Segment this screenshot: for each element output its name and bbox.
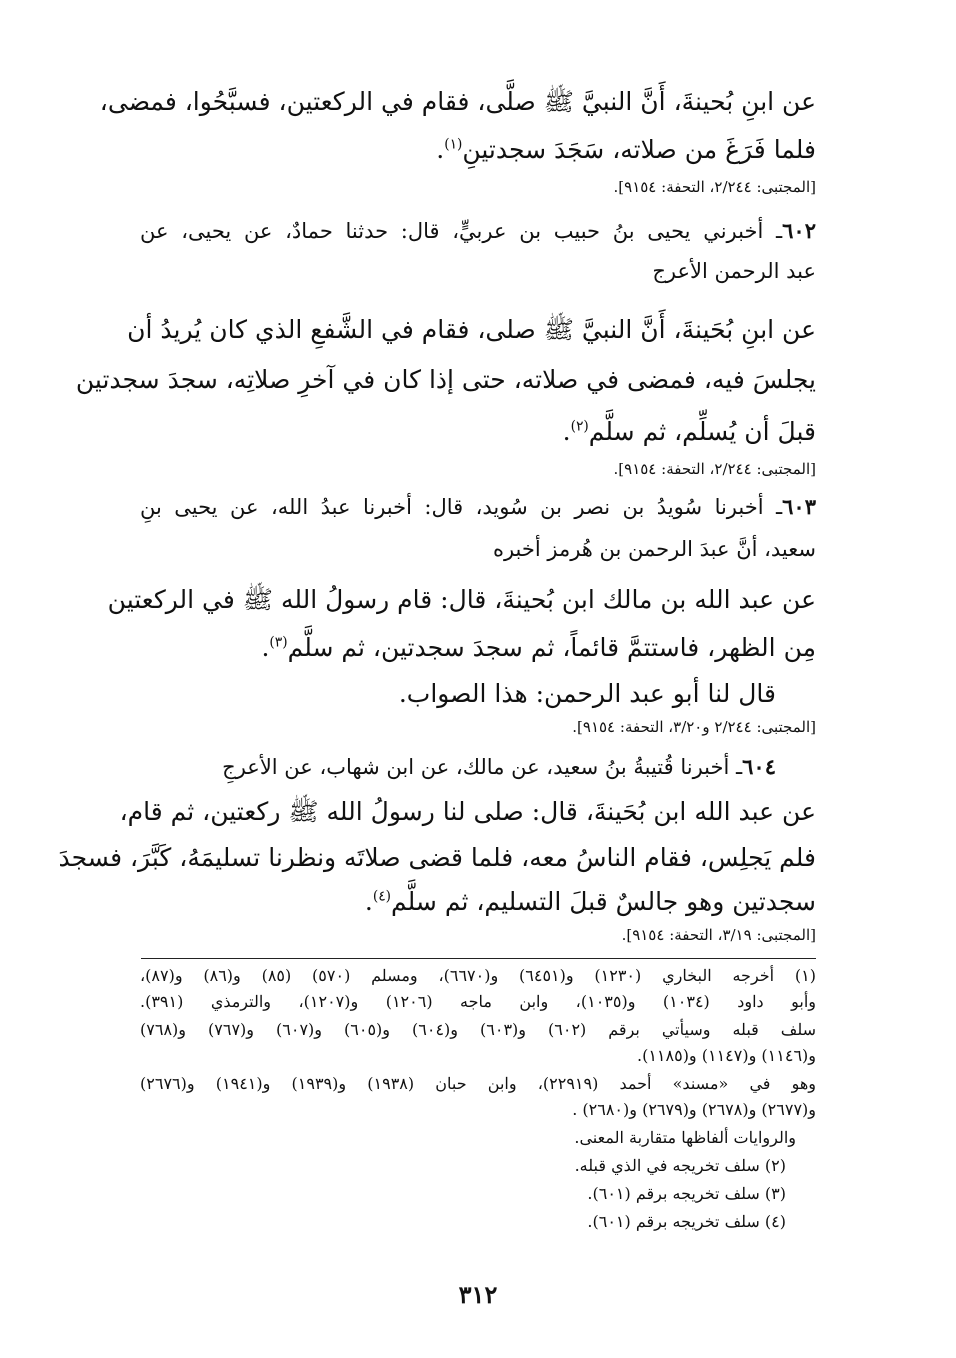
hadith-603-line-3: قال لنا أبو عبد الرحمن: هذا الصواب. [398, 679, 776, 708]
hadith-602-line-3 [140, 412, 816, 452]
hadith-602-reference: [المجتبى: ٢/٢٤٤، التحفة: ٩١٥٤]. [613, 460, 816, 478]
page-number: ٣١٢ [458, 1280, 498, 1309]
hadith-604-line-3-text: سجدتين وهو جالسٌ قبلَ التسليم، ثم سلَّم [391, 887, 816, 916]
footnote-marker-1[interactable]: (١) [444, 136, 463, 153]
hadith-603-line-2-end: . [261, 633, 270, 662]
hadith-602-line-1: عن ابنِ بُحَينةَ، أَنَّ النبيَّ ﷺ صلى، فقام في الشَّفعِ الذي كان يُريدُ أن [127, 315, 816, 344]
hadith-603-isnad-line-1 [140, 490, 816, 524]
hadith-602-line-2: يجلسَ فيه، فمضى في صلاته، حتى إذا كان في آخرِ صلاتِه، سجدَ سجدتين [75, 365, 816, 394]
hadith-604-line-2: فلم يَجلِس، فقام الناسُ معه، فلما قضى صلاتَه ونظرنا تسليمَهُ، كَبَّرَ، فسجدَ [58, 843, 816, 872]
hadith-602-line-3-end: . [562, 417, 571, 446]
footnote-1-line-2: وأبو داود (١٠٣٤) و(١٠٣٥)، وابن ماجه (١٢٠٦) و(١٢٠٧)، والترمذي (٣٩١). [140, 992, 817, 1011]
hadith-601-line-2 [140, 130, 816, 170]
hadith-603-line-1: عن عبد الله بن مالك ابن بُحينةَ، قال: قام رسولُ الله ﷺ في الركعتين [107, 585, 816, 614]
hadith-603-line-2 [140, 628, 816, 668]
hadith-604-isnad-1-text: ـ أخبرنا قُتيبةُ بنُ سعيد، عن مالك، عن ابن شهاب، عن الأعرجِ [222, 755, 743, 779]
hadith-603-reference: [المجتبى: ٢/٢٤٤ و٣/٢٠، التحفة: ٩١٥٤]. [572, 718, 816, 736]
hadith-604-line-3 [140, 882, 816, 922]
hadith-604-line-3-end: . [364, 887, 373, 916]
hadith-602-line-3-text: قبلَ أن يُسلِّم، ثم سلَّم [588, 417, 816, 446]
footnote-marker-2[interactable]: (٢) [570, 418, 589, 435]
footnote-3: (٣) سلف تخريجه برقم (٦٠١). [587, 1184, 786, 1203]
hadith-603-isnad-line-2: سعيد، أنَّ عبدَ الرحمن بن هُرمز أخبره [492, 537, 816, 561]
footnote-1-line-5: وهو في «مسند» أحمد (٢٢٩١٩)، وابن حبان (١٩٣٨) و(١٩٣٩) و(١٩٤١) و(٢٦٧٦) [140, 1074, 817, 1093]
hadith-601-line-2-text: فلما فَرَغَ من صلاته، سَجَدَ سجدتينِ [462, 135, 816, 164]
footnote-marker-4[interactable]: (٤) [372, 888, 392, 905]
hadith-601-line-2-end: . [436, 135, 445, 164]
hadith-604-number: ٦٠٤ [742, 754, 776, 779]
hadith-603-number: ٦٠٣ [782, 494, 816, 519]
hadith-603-line-2-text: مِن الظهر، فاستتمَّ قائماً، ثم سجدَ سجدتين، ثم سلَّم [287, 633, 816, 662]
hadith-602-isnad-1-text: ـ أخبرني يحيى بنُ حبيب بن عربيٍّ، قال: حدثنا حمادٌ، عن يحيى، عن [140, 219, 783, 243]
hadith-601-reference: [المجتبى: ٢/٢٤٤، التحفة: ٩١٥٤]. [613, 178, 816, 196]
hadith-602-isnad-line-1 [140, 214, 816, 248]
footnote-1-line-1: (١) أخرجه البخاري (١٢٣٠) و(٦٤٥١) و(٦٦٧٠)، ومسلم (٥٧٠) (٨٥) و(٨٦) و(٨٧)، [140, 966, 816, 985]
hadith-604-reference: [المجتبى: ٣/١٩، التحفة: ٩١٥٤]. [621, 926, 816, 944]
footnote-marker-3[interactable]: (٣) [269, 634, 288, 651]
hadith-601-line-1: عن ابنِ بُحينةَ، أَنَّ النبيَّ ﷺ صلَّى، فقام في الركعتين، فسبَّحُوا، فمضى، [99, 87, 816, 116]
footnote-1-line-4: و(١١٤٦) و(١١٤٧) و(١١٨٥). [636, 1046, 816, 1065]
hadith-603-isnad-1-text: ـ أخبرنا سُويدُ بن نصر بن سُويد، قال: أخبرنا عبدُ الله، عن يحيى بنِ [140, 495, 783, 519]
footnote-separator [141, 958, 816, 959]
footnote-1-line-7: والروايات ألفاظها متقاربة المعنى. [574, 1128, 796, 1147]
footnote-2: (٢) سلف تخريجه في الذي قبله. [574, 1156, 786, 1175]
footnote-1-line-3: سلف قبله وسيأتي برقم (٦٠٢) و(٦٠٣) و(٦٠٤) و(٦٠٥) و(٦٠٧) و(٧٦٧) و(٧٦٨) [140, 1020, 817, 1039]
footnote-1-line-6: و(٢٦٧٧) و(٢٦٧٨) و(٢٦٧٩) و(٢٦٨٠) . [572, 1100, 816, 1119]
hadith-602-isnad-line-2: عبد الرحمن الأعرج [652, 259, 816, 283]
hadith-604-isnad-line-1 [140, 750, 776, 784]
hadith-602-number: ٦٠٢ [782, 218, 816, 243]
hadith-604-line-1: عن عبد الله ابن بُحَينةَ، قال: صلى لنا رسولُ الله ﷺ ركعتين، ثم قام، [119, 797, 816, 826]
footnote-4: (٤) سلف تخريجه برقم (٦٠١). [587, 1212, 786, 1231]
